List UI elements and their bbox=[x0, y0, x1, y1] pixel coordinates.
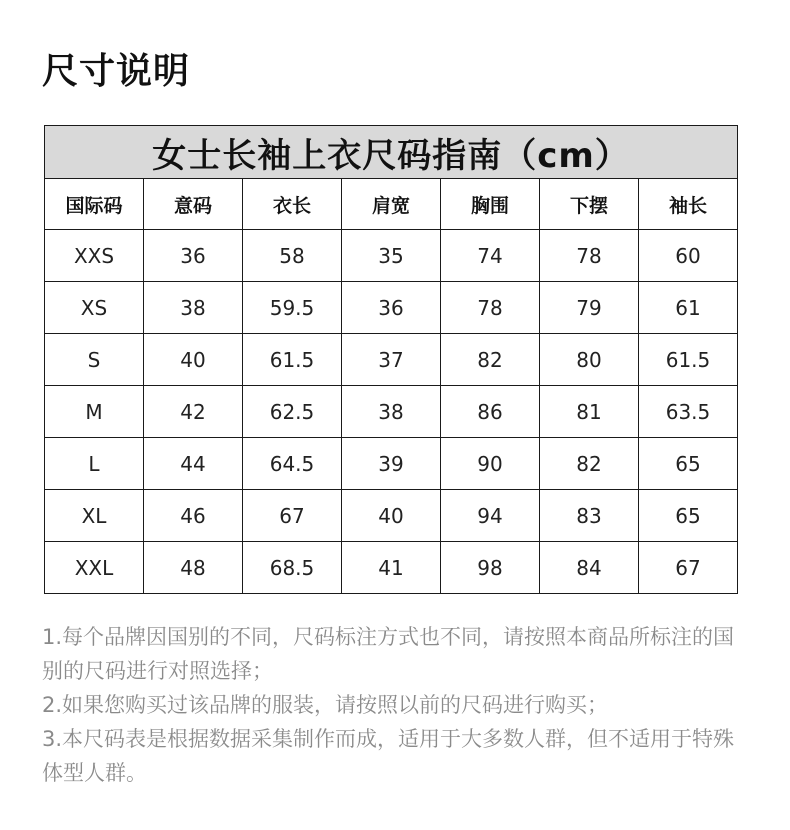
measurement-cell: 78 bbox=[441, 282, 540, 334]
measurement-cell: 64.5 bbox=[243, 438, 342, 490]
measurement-cell: 82 bbox=[441, 334, 540, 386]
measurement-cell: 67 bbox=[243, 490, 342, 542]
size-label-cell: S bbox=[45, 334, 144, 386]
size-notes bbox=[42, 620, 754, 790]
measurement-cell: 80 bbox=[540, 334, 639, 386]
measurement-cell: 67 bbox=[639, 542, 738, 594]
measurement-cell: 40 bbox=[144, 334, 243, 386]
table-row bbox=[45, 438, 738, 490]
measurement-cell: 44 bbox=[144, 438, 243, 490]
column-header: 意码 bbox=[144, 179, 243, 230]
measurement-cell: 83 bbox=[540, 490, 639, 542]
measurement-cell: 63.5 bbox=[639, 386, 738, 438]
measurement-cell: 82 bbox=[540, 438, 639, 490]
column-header: 国际码 bbox=[45, 179, 144, 230]
table-row bbox=[45, 282, 738, 334]
size-label-cell: L bbox=[45, 438, 144, 490]
measurement-cell: 61.5 bbox=[243, 334, 342, 386]
column-header: 肩宽 bbox=[342, 179, 441, 230]
measurement-cell: 46 bbox=[144, 490, 243, 542]
column-header: 衣长 bbox=[243, 179, 342, 230]
measurement-cell: 65 bbox=[639, 438, 738, 490]
measurement-cell: 36 bbox=[342, 282, 441, 334]
measurement-cell: 86 bbox=[441, 386, 540, 438]
measurement-cell: 48 bbox=[144, 542, 243, 594]
measurement-cell: 61.5 bbox=[639, 334, 738, 386]
table-title-row bbox=[45, 126, 738, 179]
table-row bbox=[45, 230, 738, 282]
table-row bbox=[45, 542, 738, 594]
measurement-cell: 38 bbox=[342, 386, 441, 438]
table-row bbox=[45, 386, 738, 438]
measurement-cell: 78 bbox=[540, 230, 639, 282]
size-chart-table bbox=[44, 125, 738, 594]
measurement-cell: 79 bbox=[540, 282, 639, 334]
measurement-cell: 37 bbox=[342, 334, 441, 386]
table-header-row bbox=[45, 179, 738, 230]
measurement-cell: 74 bbox=[441, 230, 540, 282]
size-label-cell: M bbox=[45, 386, 144, 438]
size-label-cell: XXS bbox=[45, 230, 144, 282]
measurement-cell: 62.5 bbox=[243, 386, 342, 438]
size-label-cell: XS bbox=[45, 282, 144, 334]
measurement-cell: 38 bbox=[144, 282, 243, 334]
measurement-cell: 61 bbox=[639, 282, 738, 334]
size-label-cell: XL bbox=[45, 490, 144, 542]
size-label-cell: XXL bbox=[45, 542, 144, 594]
measurement-cell: 41 bbox=[342, 542, 441, 594]
note-1: 1.每个品牌因国别的不同，尺码标注方式也不同，请按照本商品所标注的国别的尺码进行对照选择； bbox=[42, 625, 735, 683]
measurement-cell: 68.5 bbox=[243, 542, 342, 594]
measurement-cell: 94 bbox=[441, 490, 540, 542]
column-header: 胸围 bbox=[441, 179, 540, 230]
measurement-cell: 39 bbox=[342, 438, 441, 490]
column-header: 下摆 bbox=[540, 179, 639, 230]
note-3: 3.本尺码表是根据数据采集制作而成，适用于大多数人群，但不适用于特殊体型人群。 bbox=[42, 727, 735, 785]
measurement-cell: 58 bbox=[243, 230, 342, 282]
measurement-cell: 65 bbox=[639, 490, 738, 542]
column-header: 袖长 bbox=[639, 179, 738, 230]
measurement-cell: 60 bbox=[639, 230, 738, 282]
page-title: 尺寸说明 bbox=[42, 51, 191, 92]
table-row bbox=[45, 490, 738, 542]
measurement-cell: 81 bbox=[540, 386, 639, 438]
measurement-cell: 36 bbox=[144, 230, 243, 282]
note-2: 2.如果您购买过该品牌的服装，请按照以前的尺码进行购买； bbox=[42, 693, 609, 717]
measurement-cell: 42 bbox=[144, 386, 243, 438]
measurement-cell: 90 bbox=[441, 438, 540, 490]
measurement-cell: 98 bbox=[441, 542, 540, 594]
measurement-cell: 59.5 bbox=[243, 282, 342, 334]
measurement-cell: 84 bbox=[540, 542, 639, 594]
table-row bbox=[45, 334, 738, 386]
measurement-cell: 40 bbox=[342, 490, 441, 542]
measurement-cell: 35 bbox=[342, 230, 441, 282]
table-title: 女士长袖上衣尺码指南（cm） bbox=[45, 126, 738, 179]
